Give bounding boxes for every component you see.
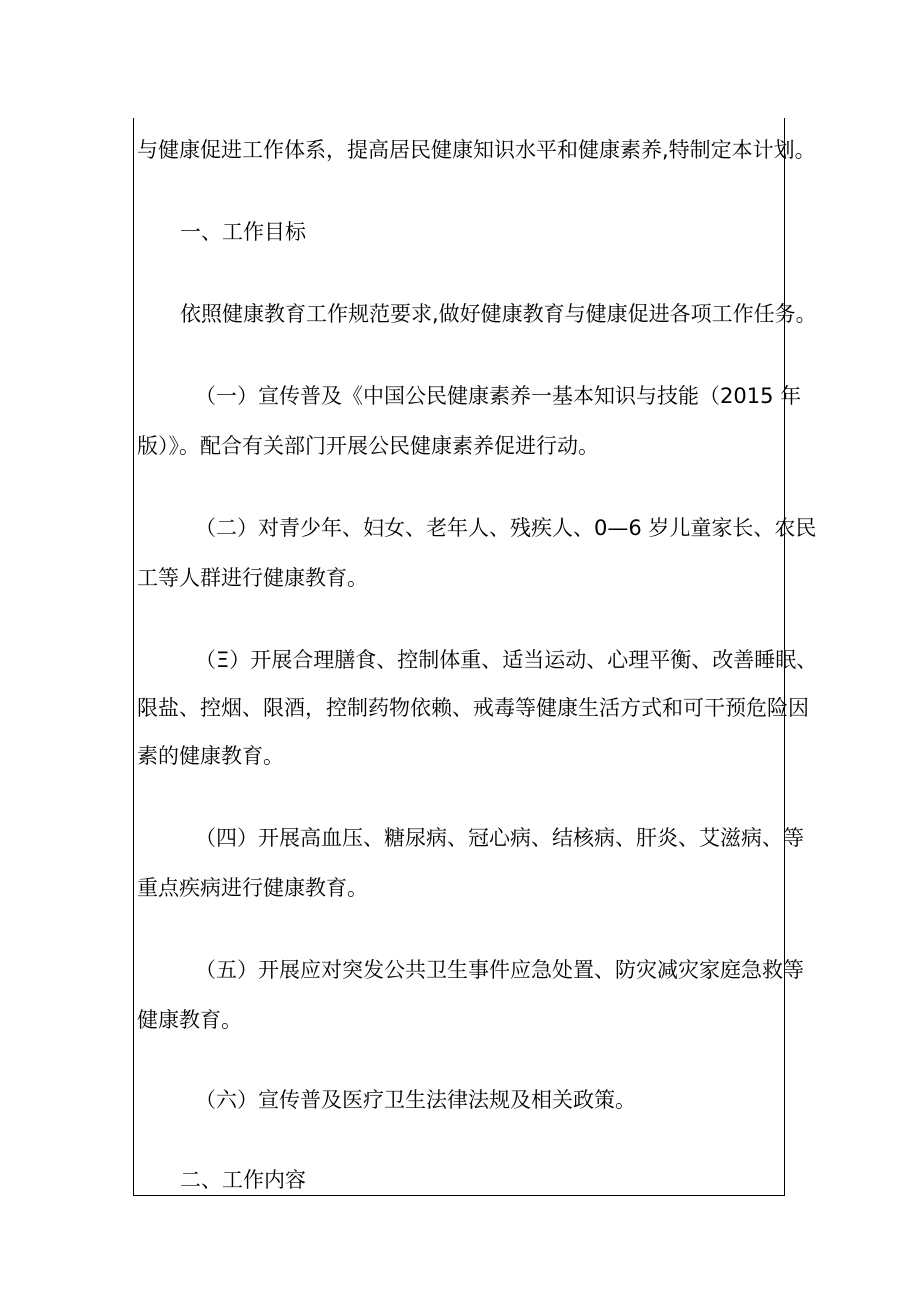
- item-3-line-3: 素的健康教育。: [137, 744, 284, 768]
- item-2-line-1: （二）对青少年、妇女、老年人、残疾人、0—6 岁儿童家长、农民: [195, 516, 817, 540]
- item-3-line-2: 限盐、控烟、限酒，控制药物依赖、戒毒等健康生活方式和可干预危险因: [137, 696, 809, 720]
- item-3-line-1: （Ξ）开展合理膳食、控制体重、适当运动、心理平衡、改善睡眠、: [195, 648, 818, 672]
- item-1-line-1: （一）宣传普及《中国公民健康素养一基本知识与技能（2015 年: [195, 384, 802, 408]
- goals-paragraph: 依照健康教育工作规范要求,做好健康教育与健康促进各项工作任务。: [180, 302, 817, 326]
- item-4-line-2: 重点疾病进行健康教育。: [137, 876, 368, 900]
- intro-line: 与健康促进工作体系，提高居民健康知识水平和健康素养,特制定本计划。: [137, 138, 816, 162]
- item-5-line-1: （五）开展应对突发公共卫生事件应急处置、防灾减灾家庭急救等: [195, 958, 804, 982]
- item-6-line: （六）宣传普及医疗卫生法律法规及相关政策。: [195, 1088, 636, 1112]
- item-1-line-2: 版）》。配合有关部门开展公民健康素养促进行动。: [137, 434, 599, 458]
- item-4-line-1: （四）开展高血压、糖尿病、冠心病、结核病、肝炎、艾滋病、等: [195, 826, 804, 850]
- section-heading-goals: 一、工作目标: [180, 220, 306, 244]
- item-5-line-2: 健康教育。: [137, 1008, 242, 1032]
- item-2-line-2: 工等人群进行健康教育。: [137, 566, 368, 590]
- section-heading-content: 二、工作内容: [180, 1168, 306, 1192]
